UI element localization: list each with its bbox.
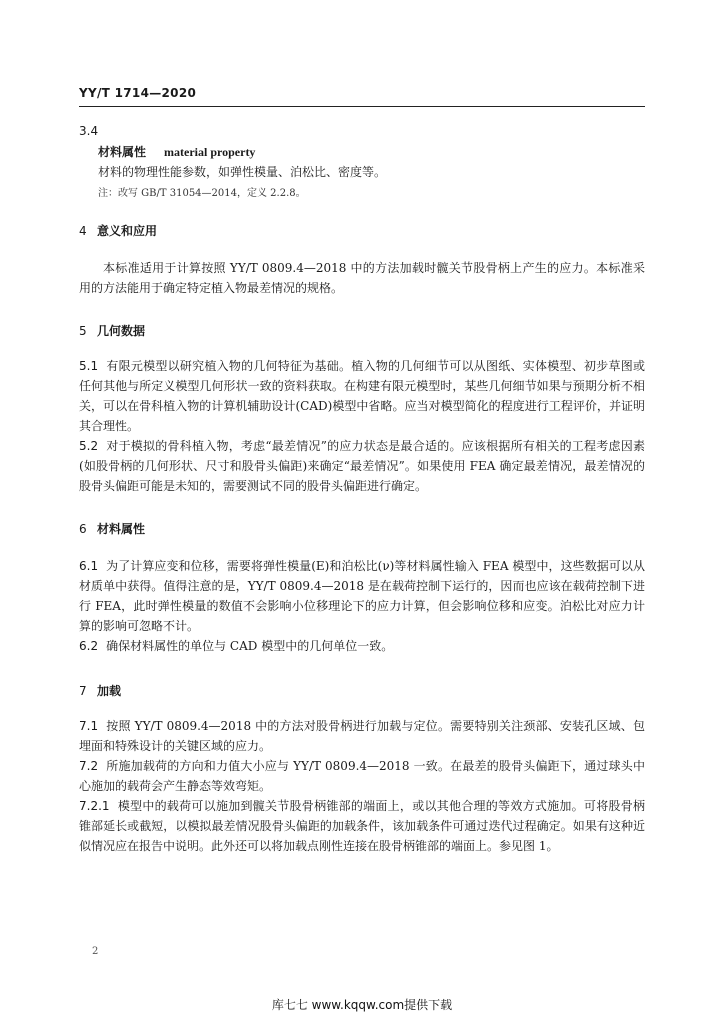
paragraph-number: 6.1: [79, 559, 99, 573]
paragraph-text: 有限元模型以研究植入物的几何特征为基础。植入物的几何细节可以从图纸、实体模型、初步草图或任何其他与所定义模型几何形状一致的资料获取。在构建有限元模型时，某些几何细节如果与预期分析不相关，可以在骨科植入物的计算机辅助设计(CAD)模型中省略。应当对模型简化的程度进行工程评价，并证明其合理性。: [79, 359, 645, 433]
paragraph-number: 6.2: [79, 639, 99, 653]
paragraph-text: 模型中的载荷可以施加到髋关节股骨柄锥部的端面上，或以其他合理的等效方式施加。可将股骨柄锥部延长或截短，以模拟最差情况股骨头偏距的加载条件，该加载条件可通过迭代过程确定。如果有这种近似情况应在报告中说明。此外还可以将加载点刚性连接在股骨柄锥部的端面上。参见图 1。: [79, 799, 645, 853]
section-heading-4: [79, 222, 157, 239]
paragraph-text: 所施加载荷的方向和力值大小应与 YY/T 0809.4—2018 一致。在最差的股骨头偏距下，通过球头中心施加的载荷会产生静态等效弯矩。: [79, 759, 645, 793]
paragraph-text: 确保材料属性的单位与 CAD 模型中的几何单位一致。: [106, 639, 394, 653]
standard-code: YY/T 1714—2020: [79, 86, 197, 100]
paragraph-6-2: [79, 636, 645, 656]
paragraph-number: 7.2: [79, 759, 99, 773]
paragraph-text: 本标准适用于计算按照 YY/T 0809.4—2018 中的方法加载时髋关节股骨柄上产生的应力。本标准采用的方法能用于确定特定植入物最差情况的规格。: [79, 261, 645, 295]
paragraph-5-1: [79, 356, 645, 436]
paragraph-number: 7.1: [79, 719, 99, 733]
paragraph-6-1: [79, 556, 645, 636]
paragraph-7-2-1: [79, 796, 645, 856]
clause-number-3-4: 3.4: [79, 124, 99, 138]
section-heading-6: [79, 520, 145, 537]
section-title: 加载: [97, 684, 122, 698]
paragraph-4: [79, 258, 645, 298]
header-rule: [79, 106, 645, 107]
page-number: 2: [92, 946, 99, 957]
section-title: 意义和应用: [97, 224, 158, 238]
section-title: 几何数据: [97, 324, 146, 338]
paragraph-5-2: [79, 436, 645, 496]
section-number: 4: [79, 224, 87, 238]
term-note: 注：改写 GB/T 31054—2014，定义 2.2.8。: [98, 188, 306, 199]
section-title: 材料属性: [97, 522, 146, 536]
paragraph-number: 5.2: [79, 439, 99, 453]
section-number: 5: [79, 324, 87, 338]
section-number: 7: [79, 684, 87, 698]
term-definition: 材料的物理性能参数，如弹性模量、泊松比、密度等。: [98, 165, 387, 179]
paragraph-number: 5.1: [79, 359, 99, 373]
download-footer: 库七七 www.kqqw.com提供下载: [271, 998, 453, 1012]
paragraph-text: 对于模拟的骨科植入物，考虑“最差情况”的应力状态是最合适的。应该根据所有相关的工程考虑因素(如股骨柄的几何形状、尺寸和股骨头偏距)来确定“最差情况”。如果使用 FEA 确定最差情况，最差情况的股骨头偏距可能是未知的，需要测试不同的股骨头偏距进行确定。: [79, 439, 645, 493]
paragraph-7-2: [79, 756, 645, 796]
section-heading-5: [79, 322, 145, 339]
section-number: 6: [79, 522, 87, 536]
paragraph-7-1: [79, 716, 645, 756]
section-heading-7: [79, 682, 121, 699]
paragraph-text: 按照 YY/T 0809.4—2018 中的方法对股骨柄进行加载与定位。需要特别关注颈部、安装孔区域、包埋面和特殊设计的关键区域的应力。: [79, 719, 645, 753]
paragraph-text: 为了计算应变和位移，需要将弹性模量(E)和泊松比(ν)等材料属性输入 FEA 模型中，这些数据可以从材质单中获得。值得注意的是，YY/T 0809.4—2018 是在载荷控制下运行的，因而也应该在载荷控制下进行 FEA，此时弹性模量的数值不会影响小位移理论下的应力计算，但会影响位移和应变。泊松比对应力计算的影响可忽略不计。: [79, 559, 645, 633]
term-en: material property: [164, 145, 256, 159]
term-heading: [98, 143, 255, 160]
term-zh: 材料属性: [98, 145, 147, 159]
paragraph-number: 7.2.1: [79, 799, 110, 813]
